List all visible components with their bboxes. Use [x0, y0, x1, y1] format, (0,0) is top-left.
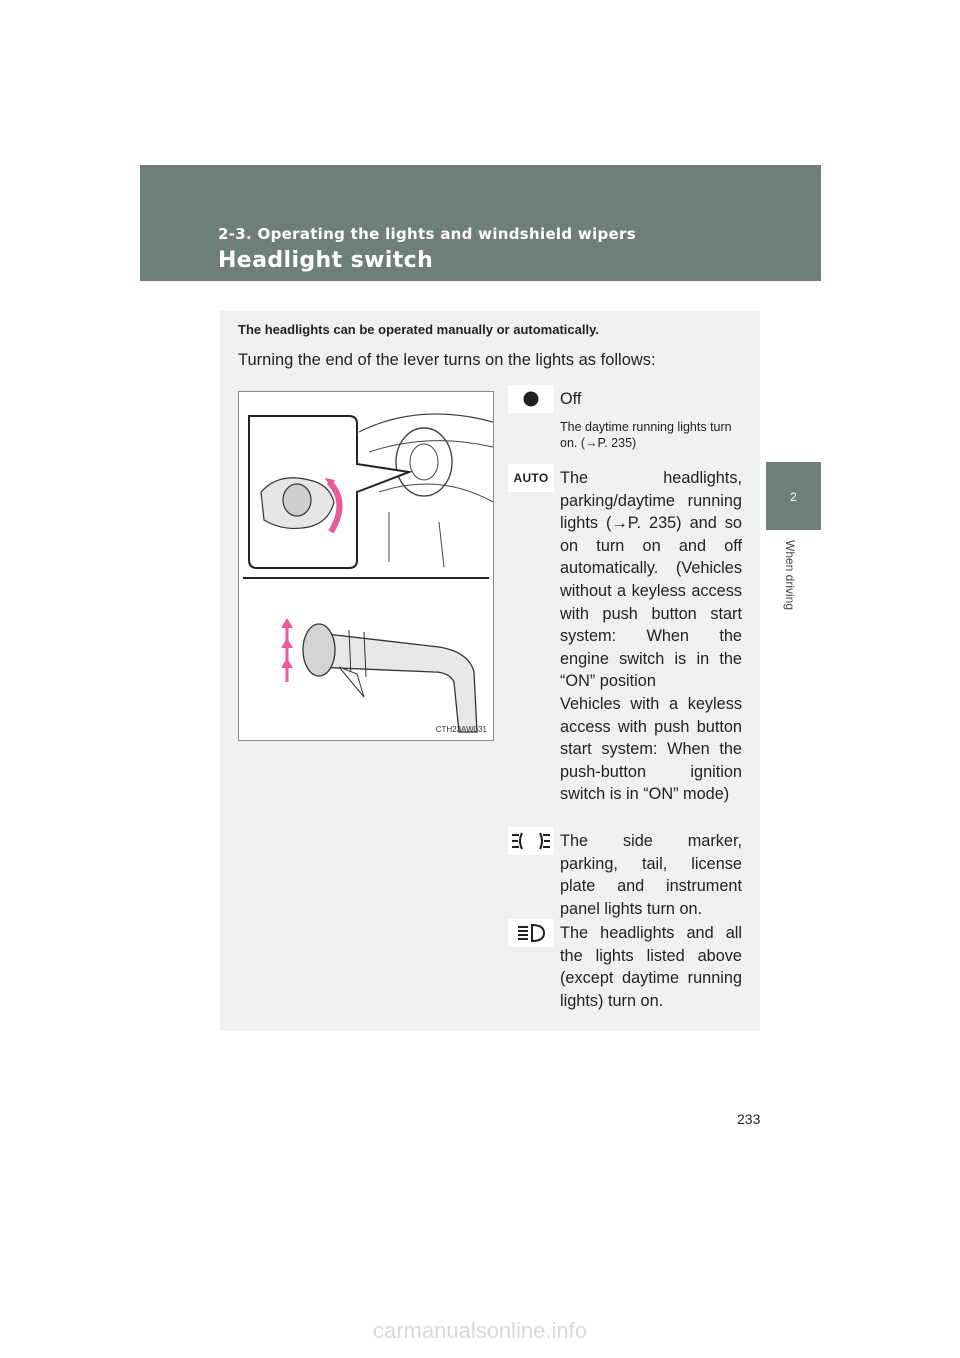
- illustration-code: CTH23AW031: [435, 725, 487, 734]
- intro-text: The headlights can be operated manually or automatically.: [238, 322, 599, 337]
- section-title: 2-3. Operating the lights and windshield wipers: [218, 225, 636, 243]
- list-item-headlights: [508, 919, 742, 1019]
- content-panel: [220, 311, 760, 1031]
- auto-icon-label: AUTO: [513, 471, 549, 485]
- list-item-off: [508, 385, 742, 465]
- chapter-header: [140, 165, 821, 281]
- chapter-label: [780, 540, 800, 630]
- parking-lights-icon: [508, 827, 554, 855]
- chapter-label-text: When driving: [783, 540, 797, 611]
- page-title: Headlight switch: [218, 248, 434, 273]
- item-auto-text: The headlights, parking/daytime running lights (→P. 235) and so on turn on and off automatically. (Vehicles without a keyless access with push button start system: When the engine switch is in the “ON” position Vehicles with a keyless access with push button start system: When the push-button ignition switch is in “ON” mode): [560, 469, 742, 804]
- chapter-number: 2: [790, 490, 797, 504]
- item-off-text: Off: [560, 390, 582, 408]
- headlight-icon: [508, 919, 554, 947]
- page-number: 233: [737, 1111, 761, 1127]
- lever-illustration: [238, 391, 494, 741]
- item-off-subtext: The daytime running lights turn on. (→P. 235): [560, 420, 732, 450]
- list-item-parking-lights: [508, 827, 742, 927]
- lever-drawing: [239, 392, 493, 740]
- lead-text: Turning the end of the lever turns on the lights as follows:: [238, 351, 656, 369]
- item-parking-text: The side marker, parking, tail, license plate and instrument panel lights turn on.: [560, 832, 742, 918]
- auto-icon: [508, 464, 554, 492]
- item-headlights-text: The headlights and all the lights listed above (except daytime running lights) turn on.: [560, 924, 742, 1010]
- watermark: carmanualsonline.info: [372, 1318, 588, 1343]
- list-item-auto: [508, 464, 742, 824]
- off-icon: [508, 385, 554, 413]
- chapter-tab: [766, 462, 821, 530]
